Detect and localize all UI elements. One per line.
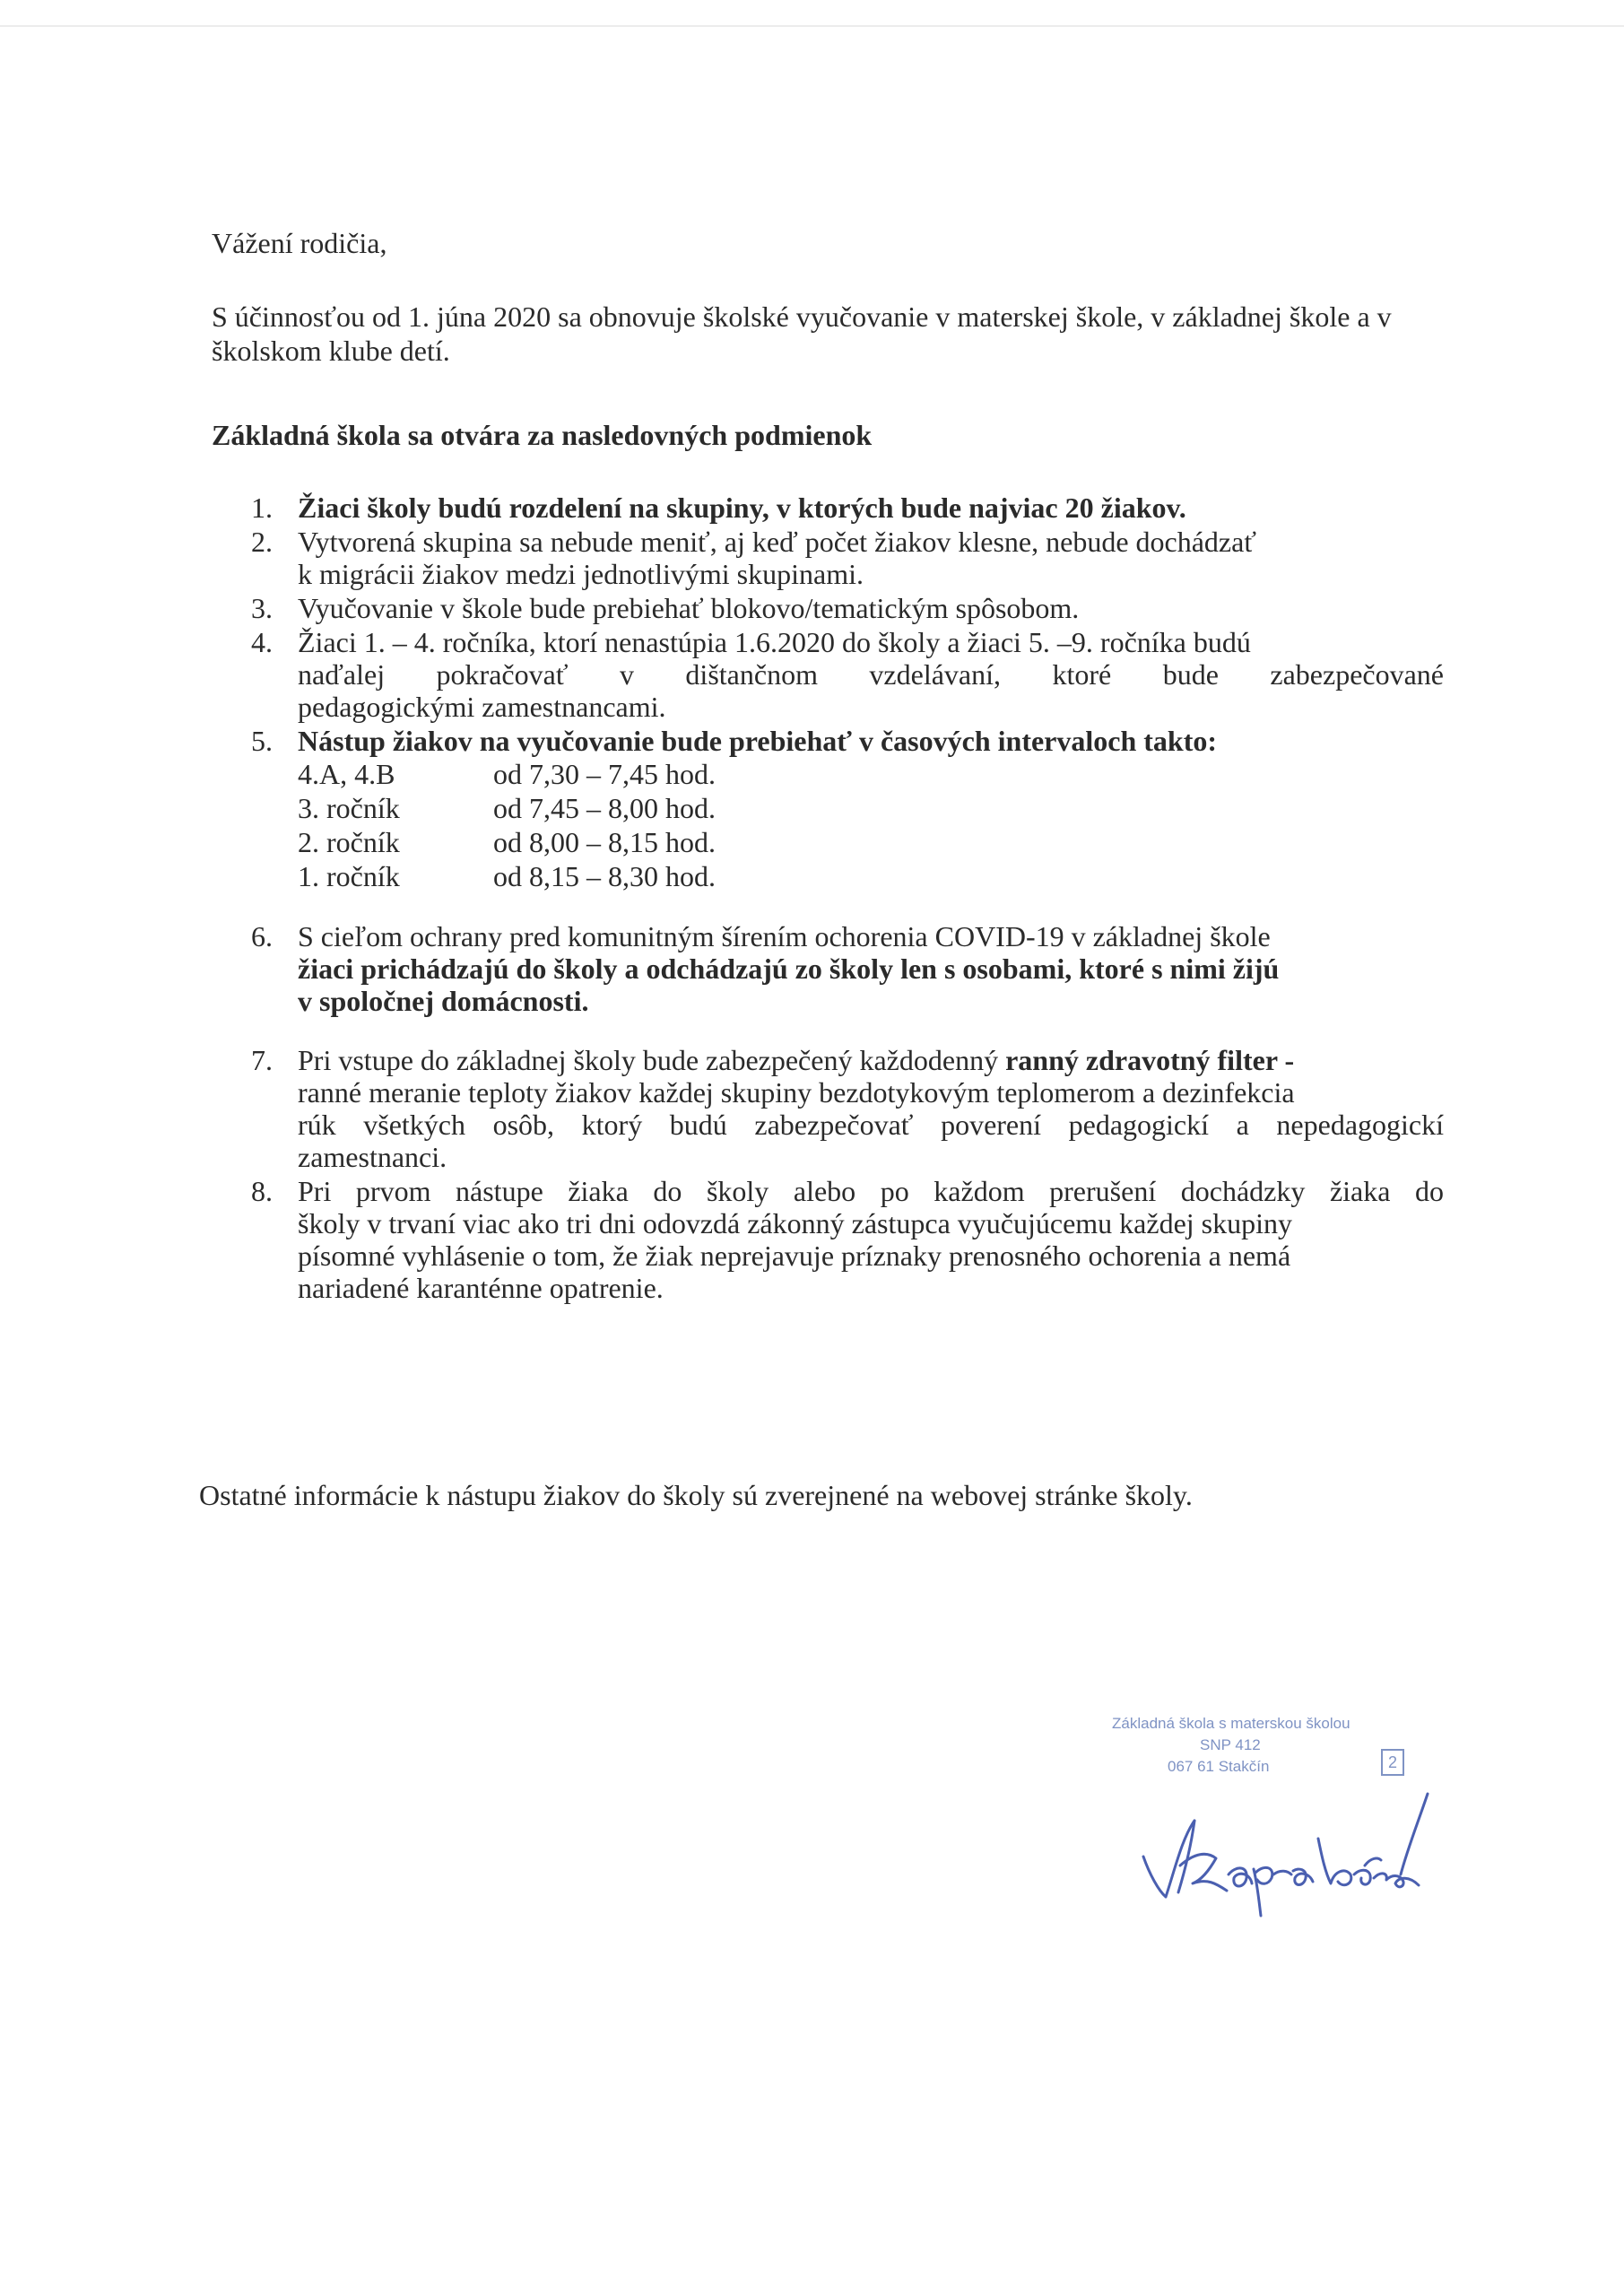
- item-text-line: Nástup žiakov na vyučovanie bude prebiehať v časových intervaloch takto:: [298, 725, 1218, 757]
- intro-paragraph: S účinnosťou od 1. júna 2020 sa obnovuje školské vyučovanie v materskej škole, v základnej škole a v školskom klube detí.: [212, 300, 1392, 367]
- scan-edge: [0, 25, 1624, 27]
- arrival-schedule: [298, 757, 1444, 893]
- schedule-group: 1. ročník: [298, 860, 400, 892]
- item-text-line: pedagogickými zamestnancami.: [298, 691, 666, 723]
- item-text-line: nariadené karanténne opatrenie.: [298, 1272, 664, 1304]
- item-number: 3.: [251, 592, 273, 624]
- item-text-line: rúk všetkých osôb, ktorý budú zabezpečovať poverení pedagogickí a nepedagogickí: [298, 1109, 1444, 1141]
- handwritten-signature: [1139, 1785, 1462, 1919]
- list-item: [251, 592, 1444, 624]
- item-text-part: Pri vstupe do základnej školy bude zabezpečený každodenný: [298, 1044, 1006, 1076]
- list-item: [251, 1044, 1444, 1173]
- item-text-line: Pri prvom nástupe žiaka do školy alebo po každom prerušení dochádzky žiaka do: [298, 1175, 1444, 1207]
- closing-note: Ostatné informácie k nástupu žiakov do školy sú zverejnené na webovej stránke školy.: [199, 1479, 1193, 1511]
- stamp-school-name: Základná škola s materskou školou: [1112, 1715, 1350, 1732]
- schedule-group: 3. ročník: [298, 792, 400, 824]
- schedule-group: 4.A, 4.B: [298, 758, 395, 790]
- item-number: 6.: [251, 920, 273, 952]
- greeting: Vážení rodičia,: [212, 227, 387, 259]
- item-text-line: v spoločnej domácnosti.: [298, 985, 589, 1017]
- item-number: 1.: [251, 491, 273, 524]
- item-text-line: písomné vyhlásenie o tom, že žiak neprejavuje príznaky prenosného ochorenia a nemá: [298, 1239, 1291, 1272]
- item-number: 5.: [251, 725, 273, 757]
- list-item: [251, 1175, 1444, 1304]
- schedule-time: od 8,00 – 8,15 hod.: [493, 826, 716, 858]
- stamp-street: SNP 412: [1200, 1736, 1261, 1753]
- schedule-time: od 7,30 – 7,45 hod.: [493, 758, 716, 790]
- list-item: [251, 626, 1444, 723]
- item-number: 4.: [251, 626, 273, 658]
- list-item: [251, 920, 1444, 1017]
- item-text-emphasis: ranný zdravotný filter -: [1005, 1044, 1295, 1076]
- list-item: [251, 526, 1444, 590]
- item-number: 7.: [251, 1044, 273, 1076]
- item-text-line: k migrácii žiakov medzi jednotlivými skupinami.: [298, 558, 864, 590]
- item-text-line: žiaci prichádzajú do školy a odchádzajú zo školy len s osobami, ktoré s nimi žijú: [298, 952, 1280, 985]
- list-item: [251, 725, 1444, 893]
- item-text-line: Vytvorená skupina sa nebude meniť, aj keď počet žiakov klesne, nebude dochádzať: [298, 526, 1256, 558]
- schedule-time: od 8,15 – 8,30 hod.: [493, 860, 716, 892]
- item-text: Žiaci školy budú rozdelení na skupiny, v ktorých bude najviac 20 žiakov.: [298, 491, 1186, 524]
- stamp-city: 067 61 Stakčín: [1168, 1758, 1270, 1775]
- item-number: 2.: [251, 526, 273, 558]
- item-text-line: S cieľom ochrany pred komunitným šírením ochorenia COVID-19 v základnej škole: [298, 920, 1271, 952]
- item-text: Vyučovanie v škole bude prebiehať blokovo/tematickým spôsobom.: [298, 592, 1080, 624]
- list-item: [251, 491, 1444, 524]
- conditions-list: [251, 491, 1444, 1306]
- item-text-line: naďalej pokračovať v dištančnom vzdelávaní, ktoré bude zabezpečované: [298, 658, 1444, 691]
- item-text-line: Žiaci 1. – 4. ročníka, ktorí nenastúpia 1.6.2020 do školy a žiaci 5. –9. ročníka budú: [298, 626, 1251, 658]
- school-stamp: [1112, 1713, 1417, 1778]
- schedule-time: od 7,45 – 8,00 hod.: [493, 792, 716, 824]
- item-text-line: ranné meranie teploty žiakov každej skupiny bezdotykovým teplomerom a dezinfekcia: [298, 1076, 1295, 1109]
- item-text-line: [298, 1044, 1444, 1076]
- item-number: 8.: [251, 1175, 273, 1207]
- schedule-group: 2. ročník: [298, 826, 400, 858]
- conditions-heading: Základná škola sa otvára za nasledovných podmienok: [212, 419, 873, 451]
- item-text-line: zamestnanci.: [298, 1141, 447, 1173]
- item-text-line: školy v trvaní viac ako tri dni odovzdá zákonný zástupca vyučujúcemu každej skupiny: [298, 1207, 1293, 1239]
- stamp-number-box: 2: [1381, 1749, 1404, 1776]
